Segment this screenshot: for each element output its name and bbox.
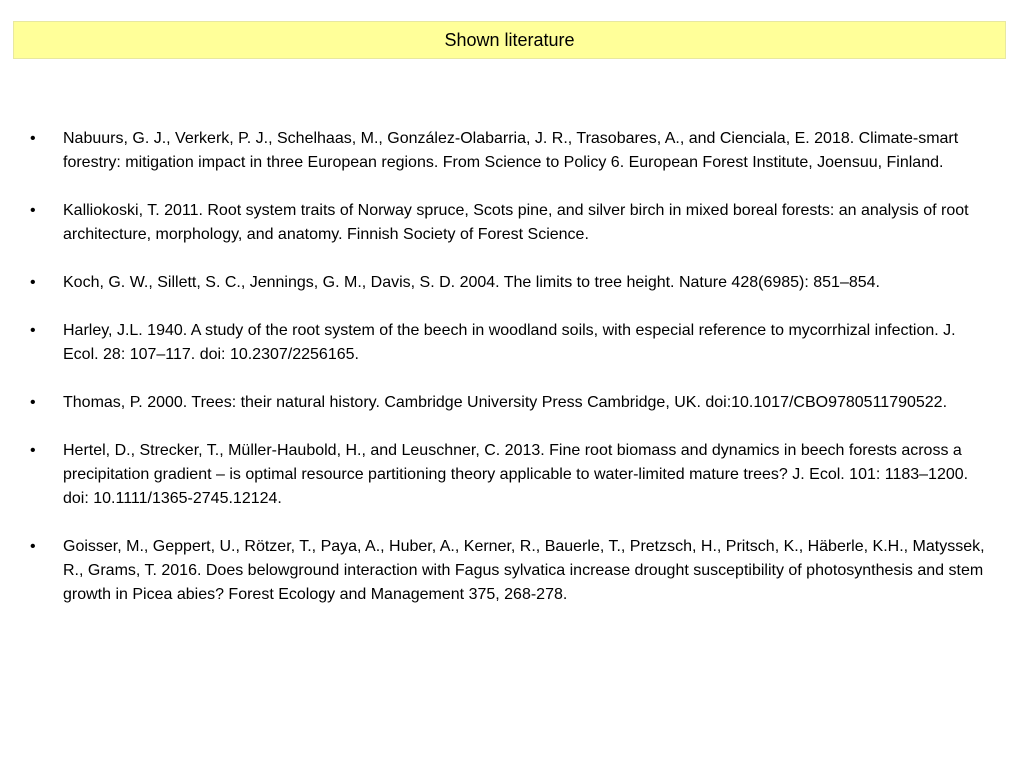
bullet-icon: • (30, 130, 36, 147)
bullet-icon: • (30, 538, 36, 555)
reference-item (30, 439, 990, 511)
reference-text: Harley, J.L. 1940. A study of the root system of the beech in woodland soils, with especial reference to mycorrhizal infection. J. Ecol. 28: 107–117. doi: 10.2307/2256165. (63, 322, 956, 363)
reference-text: Hertel, D., Strecker, T., Müller-Haubold, H., and Leuschner, C. 2013. Fine root biomass and dynamics in beech forests across a precipitation gradient – is optimal resource partitioning theory applicable to water-limited mature trees? J. Ecol. 101: 1183–1200. doi: 10.1111/1365-2745.12124. (63, 442, 969, 507)
reference-list (30, 127, 990, 631)
reference-item (30, 199, 990, 247)
reference-text: Thomas, P. 2000. Trees: their natural history. Cambridge University Press Cambridge, UK. doi:10.1017/CBO9780511790522. (63, 394, 948, 411)
reference-text: Nabuurs, G. J., Verkerk, P. J., Schelhaas, M., González-Olabarria, J. R., Trasobares, A., and Cienciala, E. 2018. Climate-smart forestry: mitigation impact in three European regions. From Science to Policy 6. European Forest Institute, Joensuu, Finland. (63, 130, 959, 171)
bullet-icon: • (30, 394, 36, 411)
bullet-icon: • (30, 274, 36, 291)
reference-item (30, 535, 990, 607)
reference-item (30, 391, 990, 415)
bullet-icon: • (30, 442, 36, 459)
title-banner (13, 21, 1006, 59)
bullet-icon: • (30, 202, 36, 219)
reference-item (30, 319, 990, 367)
reference-text: Kalliokoski, T. 2011. Root system traits of Norway spruce, Scots pine, and silver birch in mixed boreal forests: an analysis of root architecture, morphology, and anatomy. Finnish Society of Forest Science. (63, 202, 969, 243)
page-title: Shown literature (444, 30, 575, 50)
reference-item (30, 127, 990, 175)
bullet-icon: • (30, 322, 36, 339)
reference-text: Goisser, M., Geppert, U., Rötzer, T., Paya, A., Huber, A., Kerner, R., Bauerle, T., Pretzsch, H., Pritsch, K., Häberle, K.H., Matyssek, R., Grams, T. 2016. Does belowground interaction with Fagus sylvatica increase drought susceptibility of photosynthesis and stem growth in Picea abies? Forest Ecology and Management 375, 268-278. (63, 538, 985, 603)
reference-text: Koch, G. W., Sillett, S. C., Jennings, G. M., Davis, S. D. 2004. The limits to tree height. Nature 428(6985): 851–854. (63, 274, 880, 291)
reference-item (30, 271, 990, 295)
